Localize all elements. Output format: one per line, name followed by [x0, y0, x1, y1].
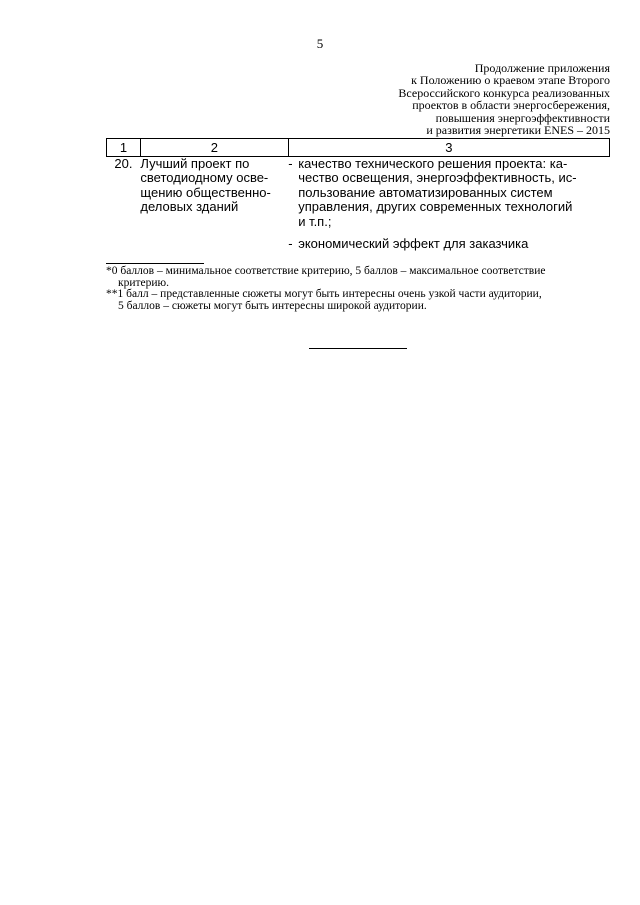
footnote — [106, 266, 612, 289]
criterion-line: качество технического решения проекта: ка- — [298, 156, 568, 171]
table-header-row — [107, 139, 610, 157]
appendix-note-line: к Положению о краевом этапе Второго — [411, 73, 610, 88]
criterion-line: и т.п.; — [298, 213, 332, 229]
appendix-note-line: повышения энергоэффективности — [435, 110, 610, 125]
row-number: 20. — [114, 156, 133, 171]
column-header-criteria: 3 — [288, 139, 609, 157]
appendix-note-line: Продолжение приложения — [474, 61, 610, 75]
criteria-table — [106, 138, 610, 251]
column-header-number: 1 — [107, 139, 141, 157]
nomination-line: щению общественно- — [140, 184, 271, 200]
criterion-text — [298, 157, 609, 229]
table-row — [107, 157, 610, 252]
appendix-note-line: и развития энергетики ENES – 2015 — [426, 123, 610, 138]
criterion-item — [288, 237, 609, 251]
end-separator — [309, 348, 407, 349]
footnote-separator — [106, 263, 204, 264]
footnote — [106, 289, 612, 312]
nomination-line: Лучший проект по — [140, 156, 250, 171]
criterion-dash: - — [288, 156, 293, 171]
footnote-line: 5 баллов – сюжеты могут быть интересны широкой аудитории. — [118, 299, 427, 312]
criterion-dash: - — [288, 236, 293, 252]
criterion-line: управления, других современных технологий — [298, 199, 573, 215]
nomination-cell — [140, 157, 288, 252]
criterion-text — [298, 237, 609, 251]
criterion-line: чество освещения, энергоэффективность, ис- — [298, 170, 577, 186]
criterion-item — [288, 157, 609, 229]
nomination-line: светодиодному осве- — [140, 170, 269, 186]
footnotes — [106, 266, 612, 312]
footnote-line: *0 баллов – минимальное соответствие критерию, 5 баллов – максимальное соответствие — [106, 265, 546, 277]
criterion-line: экономический эффект для заказчика — [298, 236, 529, 252]
column-header-nomination: 2 — [140, 139, 288, 157]
appendix-note — [345, 62, 610, 136]
page-number: 5 — [316, 36, 324, 51]
criterion-line: пользование автоматизированных систем — [298, 184, 553, 200]
footnote-line: критерию. — [118, 276, 169, 289]
appendix-note-line: Всероссийского конкурса реализованных — [398, 85, 610, 100]
nomination-line: деловых зданий — [140, 199, 239, 215]
footnote-line: **1 балл – представленные сюжеты могут быть интересны очень узкой части аудитории, — [106, 288, 542, 301]
criteria-cell — [288, 157, 609, 252]
appendix-note-line: проектов в области энергосбережения, — [412, 98, 610, 113]
